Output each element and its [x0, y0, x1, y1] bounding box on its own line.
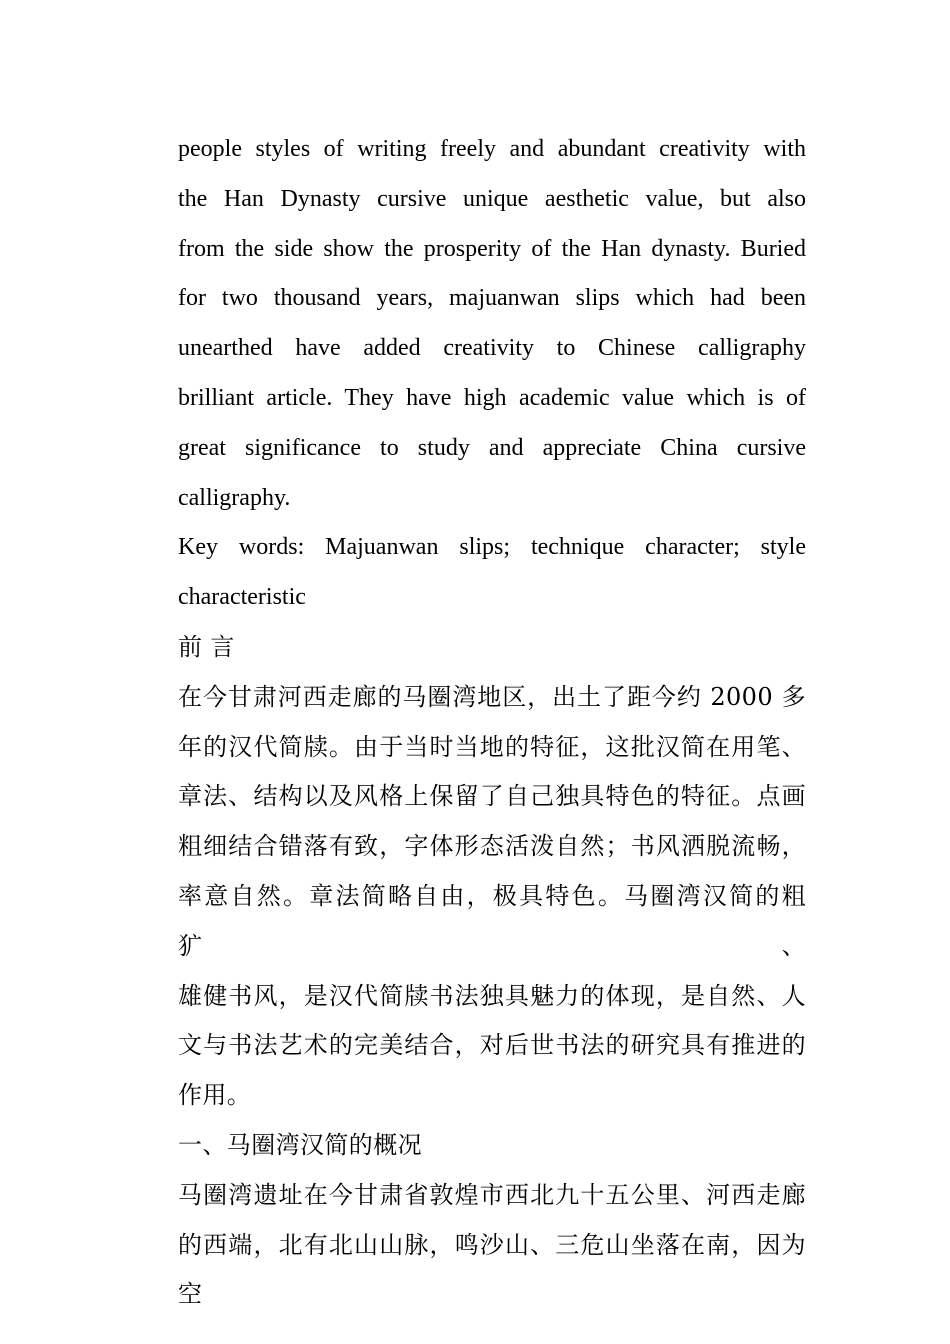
abstract-line: for two thousand years, majuanwan slips which had been	[178, 285, 806, 312]
preface-line: 文与书法艺术的完美结合，对后世书法的研究具有推进的	[178, 1031, 806, 1060]
preface-line: 在今甘肃河西走廊的马圈湾地区，出土了距今约 2000 多	[178, 682, 806, 711]
abstract-line: unearthed have added creativity to Chinese calligraphy	[178, 335, 806, 362]
preface-paragraph	[178, 673, 806, 1121]
keywords-line: Key words: Majuanwan slips; technique character; style	[178, 534, 806, 561]
keywords-line: characteristic	[178, 584, 306, 611]
preface-line: 雄健书风，是汉代简牍书法独具魅力的体现，是自然、人	[178, 981, 806, 1010]
section-paragraph	[178, 1171, 806, 1320]
abstract-line: the Han Dynasty cursive unique aesthetic value, but also	[178, 185, 806, 212]
section-line: 马圈湾遗址在今甘肃省敦煌市西北九十五公里、河西走廊	[178, 1180, 806, 1209]
abstract-line: great significance to study and appreciate China cursive	[178, 434, 806, 461]
preface-line: 作用。	[178, 1081, 252, 1110]
section-line: 的西端，北有北山山脉，鸣沙山、三危山坐落在南，因为空	[178, 1230, 806, 1309]
preface-line: 年的汉代简牍。由于当时当地的特征，这批汉简在用笔、	[178, 732, 806, 761]
abstract-line: from the side show the prosperity of the Han dynasty. Buried	[178, 235, 806, 262]
preface-line: 粗细结合错落有致，字体形态活泼自然；书风洒脱流畅，	[178, 832, 806, 861]
preface-line: 章法、结构以及风格上保留了自己独具特色的特征。点画	[178, 782, 806, 811]
section-heading: 一、马圈湾汉简的概况	[178, 1130, 422, 1159]
abstract-line: brilliant article. They have high academic value which is of	[178, 384, 806, 411]
page-body	[178, 125, 806, 1320]
abstract-line: people styles of writing freely and abundant creativity with	[178, 136, 806, 162]
abstract-continued-paragraph	[178, 125, 806, 523]
abstract-line: calligraphy.	[178, 484, 291, 511]
preface-line: 率意自然。章法简略自由，极具特色。马圈湾汉简的粗犷、	[178, 881, 806, 960]
keywords-paragraph	[178, 523, 806, 623]
preface-heading: 前 言	[178, 632, 235, 661]
